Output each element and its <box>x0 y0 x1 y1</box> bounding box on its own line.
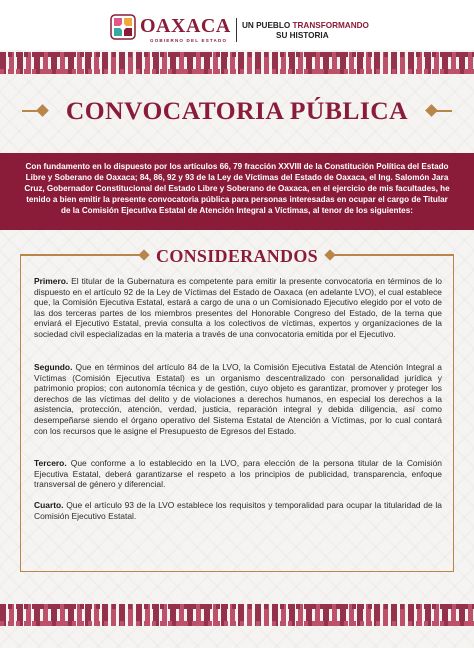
intro-box: Con fundamento en lo dispuesto por los artículos 66, 79 fracción XXVIII de la Constitución Política del Estado Libre y Soberano de Oaxaca; 84, 86, 92 y 93 de la Ley de Víctimas del Estado de Oaxaca, el Ing. Salomón Jara Cruz, Gobernador Constitucional del Estado Libre y Soberano de Oaxaca, en el ejercicio de mis facultades, he tenido a bien emitir la presente convocatoria pública para personas interesadas en ocupar el cargo de Titular de la Comisión Ejecutiva Estatal de Atención Integral a Víctimas, al tenor de los siguientes: <box>0 153 474 230</box>
paragraph-cuarto <box>34 500 442 521</box>
paragraph-text: El titular de la Gubernatura es competente para emitir la presente convocatoria en términos de lo dispuesto en el artículo 92 de la Ley de Víctimas del Estado de Oaxaca (en adelante LVO), el cual establece que, la Comisión Ejecutiva Estatal, estará a cargo de una o un Comisionado Ejecutivo elegido por el voto de las dos terceras partes de los miembros presentes del Honorable Congreso del Estado, de la terna que enviará el Ejecutivo Estatal, previa consulta a los colectivos de víctimas, expertos y organizaciones de la sociedad civil especializadas en la materia a través de una convocatoria emitida por el Ejecutivo. <box>34 276 442 339</box>
paragraph-label: Cuarto. <box>34 500 64 510</box>
section-title: CONSIDERANDOS <box>156 246 318 266</box>
paragraph-text: Que el artículo 93 de la LVO establece los requisitos y temporalidad para ocupar la titularidad de la Comisión Ejecutivo Estatal. <box>34 500 442 521</box>
page-title: CONVOCATORIA PÚBLICA <box>65 96 409 125</box>
title-rule-right <box>432 110 452 112</box>
header-divider <box>236 18 237 42</box>
paragraph-label: Tercero. <box>34 458 67 468</box>
paragraph-tercero <box>34 458 442 490</box>
brand-name: OAXACA <box>140 15 231 37</box>
paragraph-text: Que en términos del artículo 84 de la LVO, la Comisión Ejecutiva Estatal de Atención Integral a Víctimas (Comisión Ejecutiva Estatal) es un organismo descentralizado con personalidad jurídica y patrimonio propios; con autonomía técnica y de gestión, cuyo objeto es garantizar, promover y proteger los derechos de las víctimas del delito y de violaciones a derechos humanos, en especial los derechos a la asistencia, protección, atención, verdad, justicia, reparación integral y debida diligencia, así como desempeñarse siendo el órgano operativo del Sistema Estatal de Atención a Víctimas, por lo cual contará con los recursos que le asigne el Presupuesto de Egresos del Estado. <box>34 362 442 436</box>
slogan-line-2: SU HISTORIA <box>276 31 329 40</box>
title-row <box>0 96 474 126</box>
paragraph-segundo <box>34 362 442 436</box>
decorative-band-bottom <box>0 604 474 626</box>
paragraph-text: Que conforme a lo establecido en la LVO, para elección de la persona titular de la Comisión Ejecutiva Estatal, deberá garantizarse el respeto a los principios de publicidad, transparencia, enfoque transversal de género y diferencial. <box>34 458 442 490</box>
paragraph-label: Primero. <box>34 276 69 286</box>
slogan-line-1 <box>242 21 369 30</box>
paragraph-primero <box>34 276 442 340</box>
paragraph-label: Segundo. <box>34 362 73 372</box>
header <box>0 0 474 50</box>
section-title-row <box>0 245 474 267</box>
brand-subtitle: GOBIERNO DEL ESTADO <box>150 38 228 43</box>
slogan-part-b: TRANSFORMANDO <box>292 21 369 30</box>
oaxaca-logo-icon <box>110 14 136 40</box>
decorative-band-top <box>0 52 474 74</box>
slogan-part-a: UN PUEBLO <box>242 21 293 30</box>
section-rule-right <box>332 254 454 256</box>
